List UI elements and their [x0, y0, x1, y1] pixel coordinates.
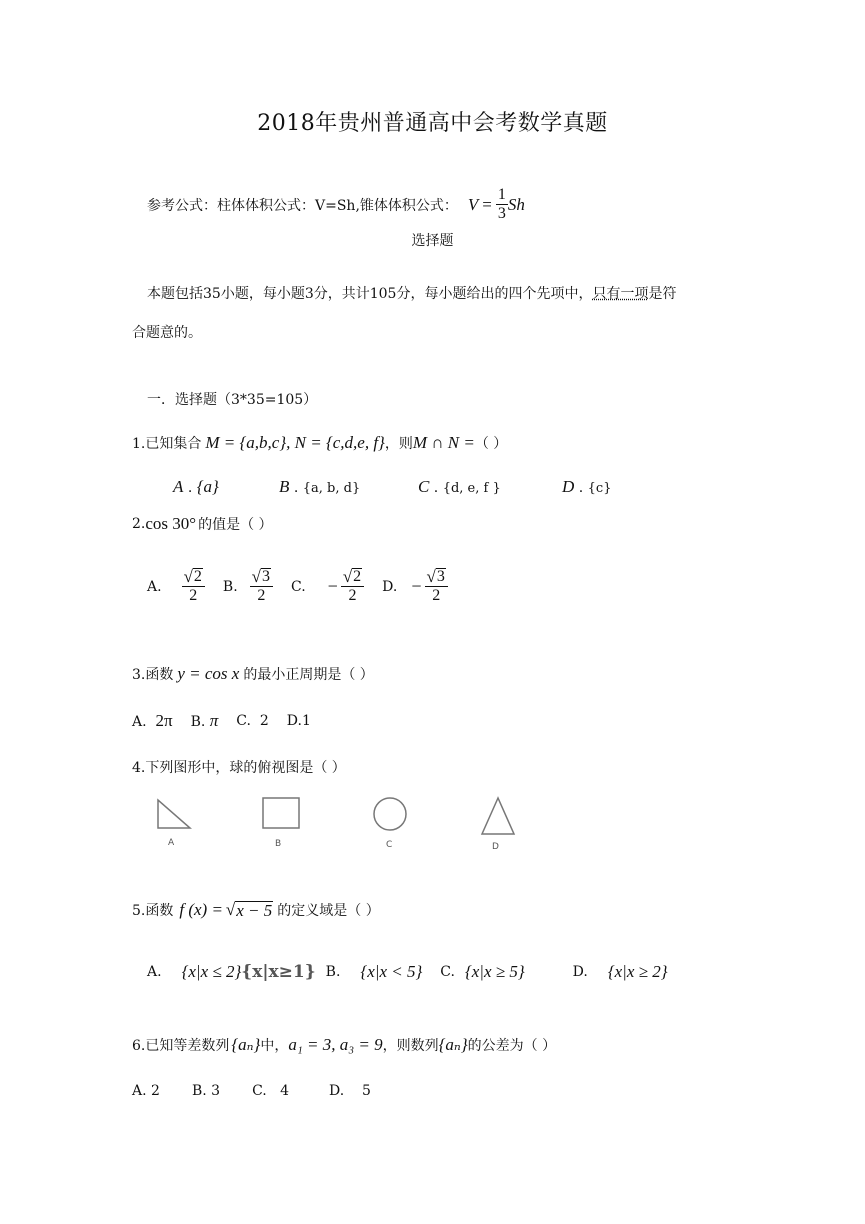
q1-opt-letter: C	[418, 477, 430, 496]
q1-opt-text: {a, b, d}	[302, 481, 361, 496]
q1-opt-text: {a}	[196, 477, 219, 496]
formula-eq: =	[482, 194, 492, 214]
formula-tail: Sh	[507, 194, 525, 214]
q2-radicand: 3	[436, 568, 445, 585]
q3-opt-text: π	[209, 711, 219, 730]
q5-math-f: f (x) =	[179, 900, 223, 919]
formula-fraction	[496, 186, 508, 224]
q3-option-d[interactable]	[287, 713, 311, 729]
section-label: 选择题	[411, 233, 454, 249]
q6-math-seq-2: {aₙ}	[438, 1035, 468, 1054]
q2-sqrt: √ 3	[250, 568, 273, 587]
q3-option-c[interactable]	[236, 713, 269, 729]
formula-lhs: V	[467, 194, 479, 214]
question-1	[132, 433, 507, 453]
q5-opt-text: {x|x ≥ 2}	[607, 962, 668, 981]
q5-opt-extra: {x|x≥1}	[241, 962, 316, 982]
q2-sqrt: √ 3	[425, 568, 448, 587]
q4-label-b: B	[275, 839, 282, 849]
q5-options	[147, 962, 668, 982]
question-5	[132, 900, 380, 920]
q3-opt-letter: A.	[132, 714, 147, 730]
q1-opt-text: {d, e, f }	[442, 481, 501, 496]
q4-label-a: A	[168, 838, 175, 848]
q6-option-d[interactable]	[329, 1083, 371, 1099]
q2-sqrt: √ 2	[341, 568, 364, 587]
q1-option-c[interactable]: C . {d, e, f }	[418, 477, 501, 496]
page-title: 2018年贵州普通高中会考数学真题	[257, 111, 608, 136]
q2-den: 2	[432, 586, 441, 604]
q6-opt-text: 4	[280, 1083, 290, 1099]
q5-stem-a: 5.函数	[132, 903, 174, 919]
q2-neg-sign: −	[327, 576, 338, 597]
q6-option-a[interactable]	[132, 1083, 160, 1099]
q3-opt-letter: C.	[236, 713, 251, 729]
q2-option-c[interactable]	[291, 568, 364, 605]
q6-opt-letter: B.	[191, 1083, 207, 1099]
q2-opt-letter: A.	[147, 578, 162, 595]
q3-stem-a: 3.函数	[132, 667, 174, 683]
q6-stem-a: 6.已知等差数列	[132, 1038, 230, 1054]
q1-opt-letter: A	[173, 477, 184, 496]
q2-sqrt: √ 2	[182, 568, 205, 587]
q5-opt-letter: A.	[147, 964, 162, 980]
question-6	[132, 1035, 556, 1055]
q6-opt-letter: C.	[252, 1083, 267, 1099]
q2-den: 2	[257, 586, 266, 604]
q6-stem-d: 的公差为（ ）	[467, 1038, 557, 1054]
q2-math-cos: cos 30°	[145, 514, 197, 533]
q3-opt-letter: B.	[190, 714, 206, 730]
q1-math-intersection: M ∩ N =	[412, 433, 475, 452]
q2-fraction	[425, 568, 448, 605]
q6-option-c[interactable]	[252, 1083, 289, 1099]
q6-option-b[interactable]	[192, 1083, 220, 1099]
square-figure[interactable]	[263, 798, 299, 828]
q6-opt-text: 3	[211, 1083, 221, 1099]
q2-opt-letter: C.	[291, 578, 306, 595]
q2-opt-letter: B.	[222, 578, 238, 595]
q1-stem-b: ，则	[384, 436, 413, 452]
q5-option-b[interactable]	[326, 962, 423, 982]
q2-stem: 的值是（ ）	[198, 517, 273, 533]
q3-options	[132, 711, 311, 731]
q2-radicand: 2	[353, 568, 362, 585]
q2-fraction	[250, 568, 273, 605]
formula-num: 1	[496, 186, 508, 205]
q5-opt-letter: C.	[440, 964, 455, 980]
q2-radicand: 2	[193, 568, 202, 585]
intro-text-b: 是符	[648, 286, 677, 302]
q2-option-a[interactable]	[147, 568, 205, 605]
intro-emphasis: 只有一项	[592, 286, 649, 302]
q3-option-b[interactable]	[191, 711, 219, 731]
q2-number: 2.	[132, 516, 146, 532]
q4-figure-svg	[150, 792, 530, 857]
q3-stem-b: 的最小正周期是（ ）	[243, 667, 374, 683]
formula-prefix: 参考公式：柱体体积公式：V=Sh,锥体体积公式：	[147, 197, 458, 214]
q6-stem-c: ，则数列	[382, 1038, 439, 1054]
q5-option-a[interactable]	[147, 962, 316, 982]
q5-option-d[interactable]	[573, 962, 668, 982]
q2-option-d[interactable]	[382, 568, 448, 605]
q6-options	[132, 1083, 371, 1099]
q2-den: 2	[348, 586, 357, 604]
q1-stem-c: （ ）	[474, 436, 508, 452]
formula-den: 3	[497, 205, 506, 223]
q5-sqrt: √ x − 5	[225, 899, 273, 920]
q3-opt-text: 2	[259, 713, 269, 729]
q2-options	[147, 568, 448, 605]
q4-label-c: C	[386, 840, 393, 850]
q2-fraction	[182, 568, 205, 605]
q5-opt-text: {x|x ≥ 5}	[464, 962, 525, 981]
triangle-figure[interactable]	[482, 798, 514, 834]
q6-opt-text: 5	[362, 1083, 371, 1099]
q2-opt-letter: D.	[382, 578, 398, 595]
circle-figure[interactable]	[374, 798, 406, 830]
part-heading: 一．选择题（3*35=105）	[147, 392, 318, 408]
q5-radicand: x − 5	[236, 900, 273, 920]
intro-text-a: 本题包括35小题，每小题3分，共计105分，每小题给出的四个先项中，	[147, 286, 593, 302]
q1-opt-letter: B	[279, 477, 290, 496]
q6-stem-b: 中，	[260, 1038, 289, 1054]
q5-opt-letter: B.	[325, 964, 341, 980]
q3-opt-letter: D.	[286, 713, 302, 729]
intro-line-1	[147, 283, 676, 303]
q2-den: 2	[189, 586, 198, 604]
q6-math-terms: a₁ = 3, a₃ = 9	[288, 1035, 383, 1054]
q1-opt-letter: D	[562, 477, 575, 496]
q2-radicand: 3	[262, 568, 270, 585]
question-4: 4.下列图形中，球的俯视图是（ ）	[132, 760, 346, 776]
q3-opt-text: 2π	[155, 711, 173, 730]
q1-opt-text: {c}	[587, 481, 612, 496]
q4-figures	[150, 792, 530, 857]
q3-opt-text: 1	[301, 713, 311, 729]
q2-option-b[interactable]	[223, 568, 273, 605]
q6-opt-letter: D.	[329, 1083, 345, 1099]
q6-math-seq: {aₙ}	[231, 1035, 261, 1054]
q1-option-a[interactable]: A . {a}	[173, 477, 219, 496]
q5-opt-text: {x|x ≤ 2}	[181, 962, 242, 981]
question-2	[132, 514, 273, 534]
question-3	[132, 664, 374, 684]
intro-line-2: 合题意的。	[132, 325, 202, 341]
right-triangle-figure[interactable]	[158, 800, 190, 828]
q4-label-d: D	[492, 842, 499, 852]
q3-math: y = cos x	[177, 664, 240, 683]
q1-option-b[interactable]: B . {a, b, d}	[279, 477, 361, 496]
q1-stem-a: 1.已知集合	[132, 436, 202, 452]
q5-stem-b: 的定义域是（ ）	[277, 903, 380, 919]
q2-fraction	[341, 568, 364, 605]
q5-option-c[interactable]	[440, 962, 524, 982]
q1-math-sets: M = {a,b,c}, N = {c,d,e, f}	[205, 433, 385, 452]
q3-option-a[interactable]	[132, 711, 173, 731]
q2-neg-sign: −	[411, 576, 422, 597]
q6-opt-text: 2	[151, 1083, 160, 1099]
reference-formula	[147, 186, 525, 224]
q5-opt-text: {x|x < 5}	[360, 962, 423, 981]
q5-opt-letter: D.	[572, 964, 588, 980]
q6-opt-letter: A.	[132, 1083, 147, 1099]
q1-option-d[interactable]: D . {c}	[562, 477, 612, 496]
